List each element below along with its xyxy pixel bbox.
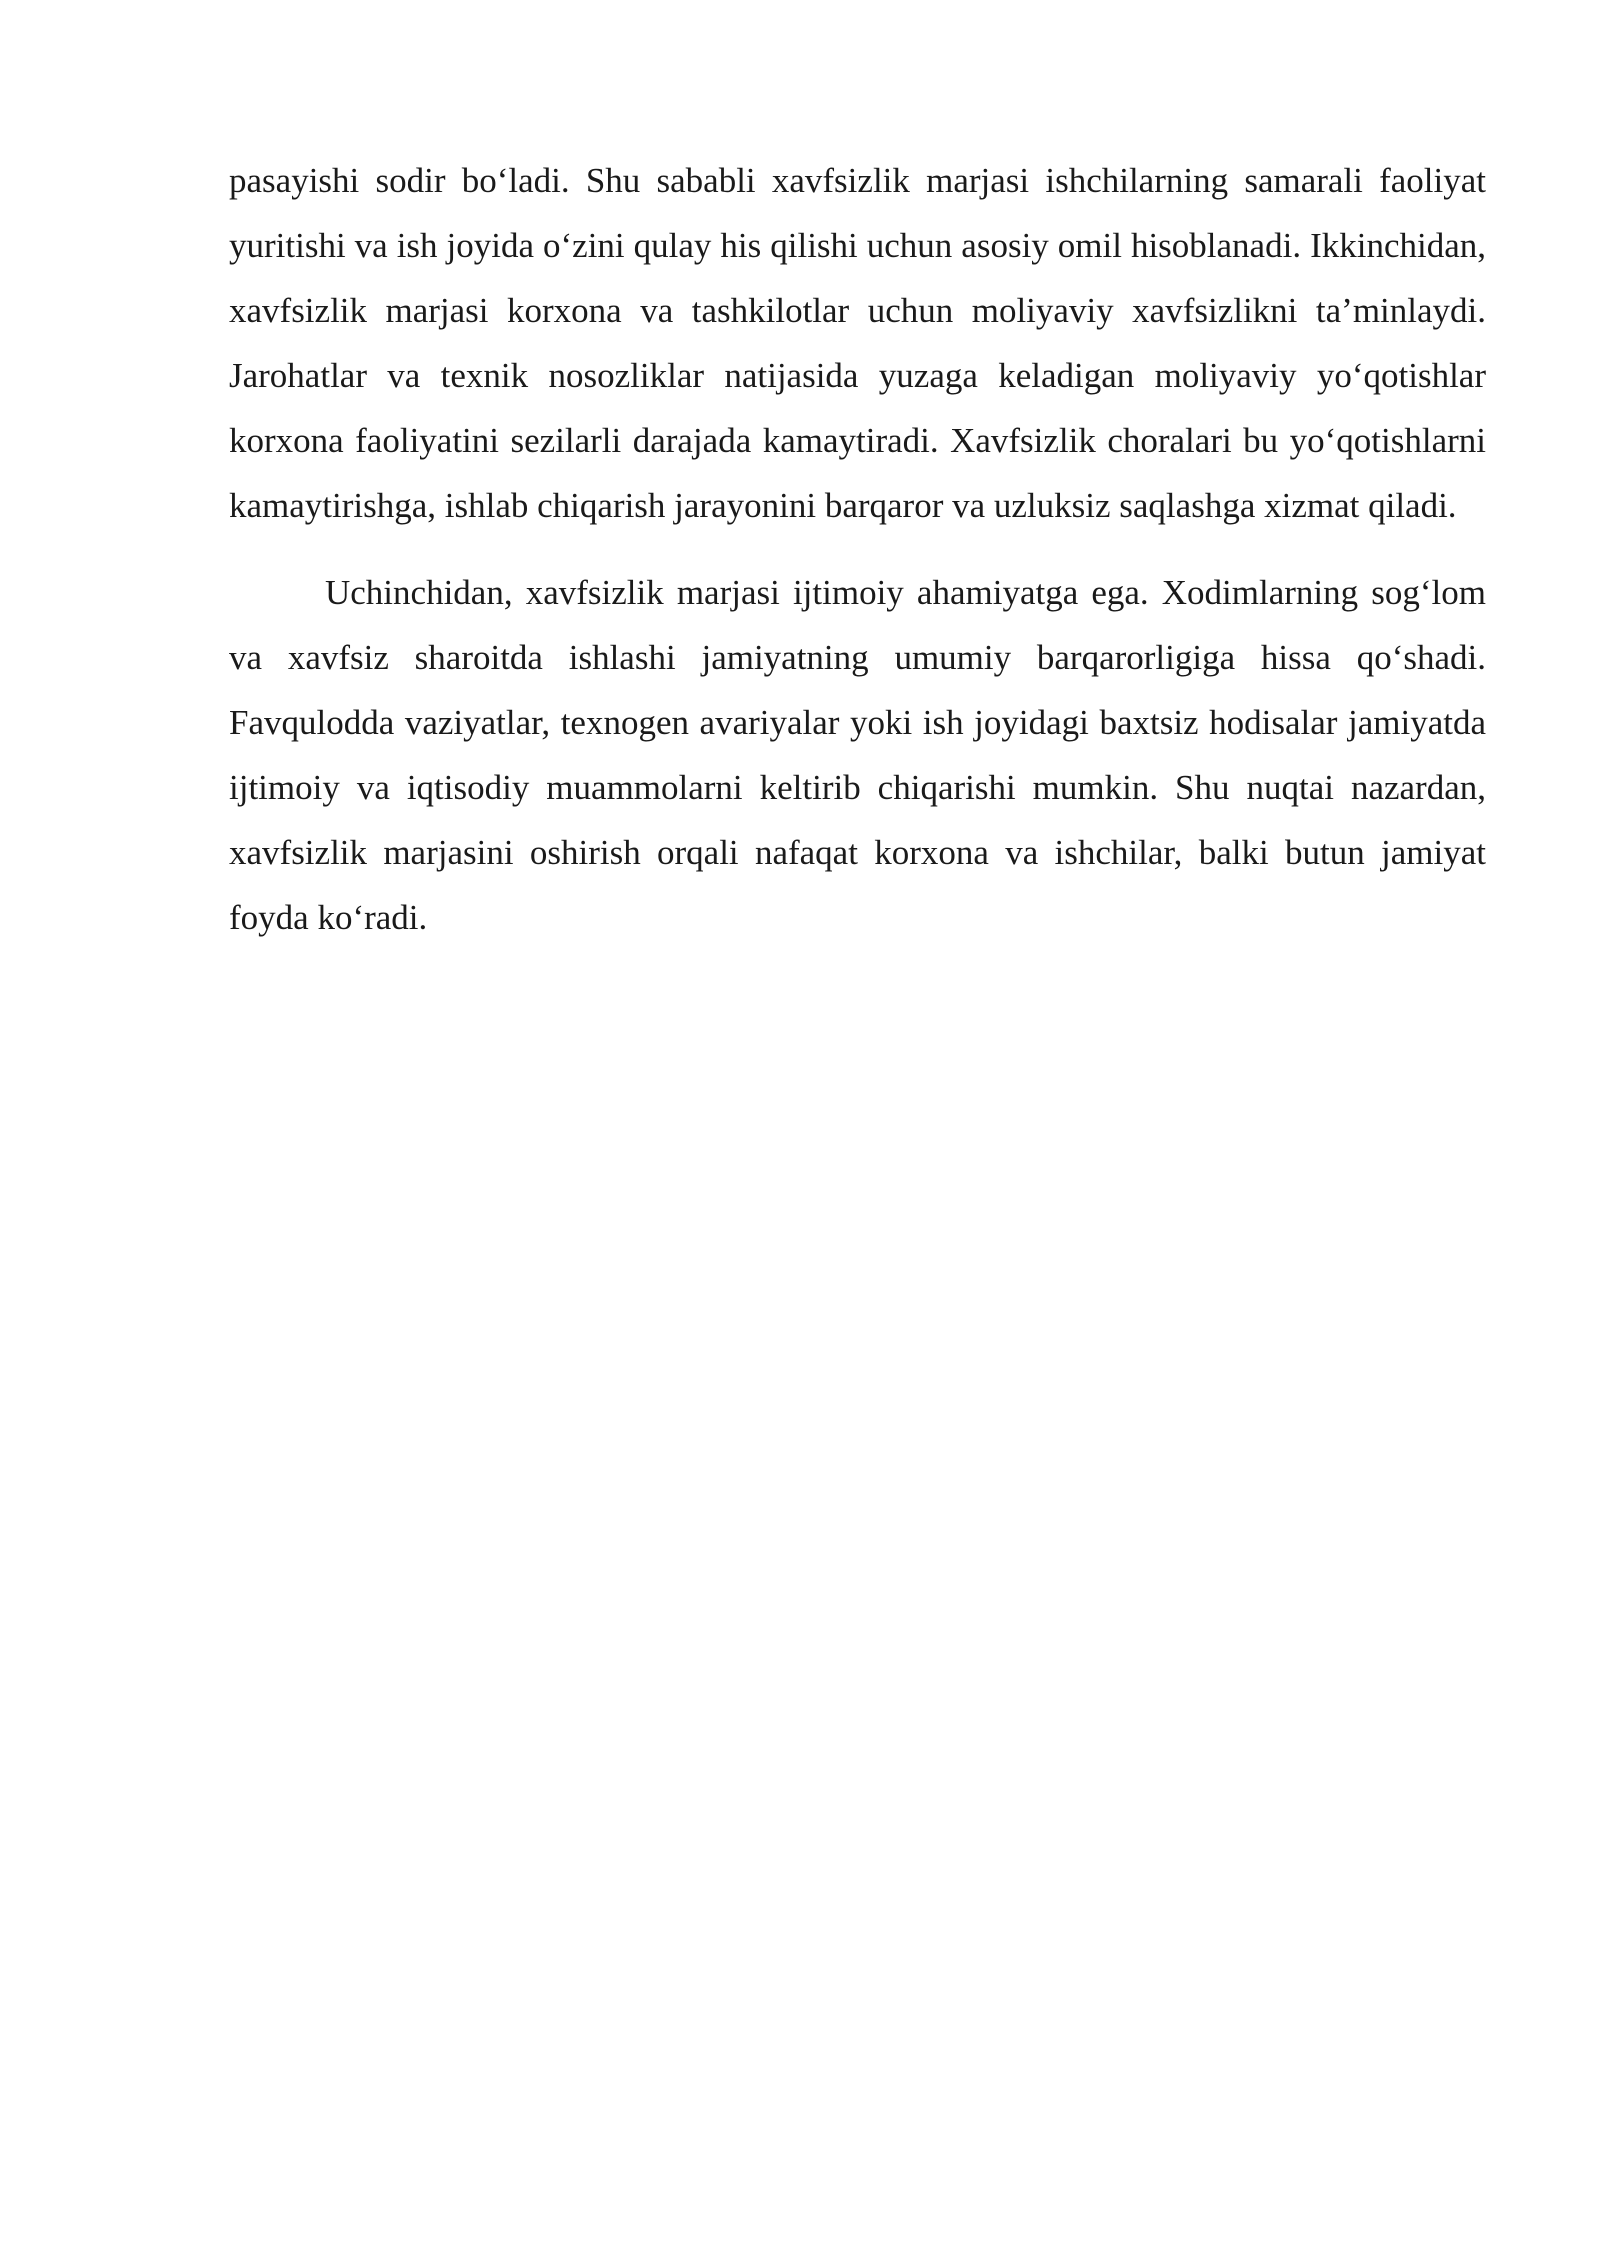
document-body bbox=[229, 148, 1486, 950]
paragraph-third-point: Uchinchidan, xavfsizlik marjasi ijtimoiy ahamiyatga ega. Xodimlarning sog‘lom va xavfsiz sharoitda ishlashi jamiyatning umumiy barqarorligiga hissa qo‘shadi. Favqulodda vaziyatlar, texnogen avariyalar yoki ish joyidagi baxtsiz hodisalar jamiyatda ijtimoiy va iqtisodiy muammolarni keltirib chiqarishi mumkin. Shu nuqtai nazardan, xavfsizlik marjasini oshirish orqali nafaqat korxona va ishchilar, balki butun jamiyat foyda ko‘radi. bbox=[229, 573, 1486, 937]
paragraph-continuation: pasayishi sodir bo‘ladi. Shu sababli xavfsizlik marjasi ishchilarning samarali faoliyat yuritishi va ish joyida o‘zini qulay his qilishi uchun asosiy omil hisoblanadi. Ikkinchidan, xavfsizlik marjasi korxona va tashkilotlar uchun moliyaviy xavfsizlikni ta’minlaydi. Jarohatlar va texnik nosozliklar natijasida yuzaga keladigan moliyaviy yo‘qotishlar korxona faoliyatini sezilarli darajada kamaytiradi. Xavfsizlik choralari bu yo‘qotishlarni kamaytirishga, ishlab chiqarish jarayonini barqaror va uzluksiz saqlashga xizmat qiladi. bbox=[229, 161, 1486, 525]
